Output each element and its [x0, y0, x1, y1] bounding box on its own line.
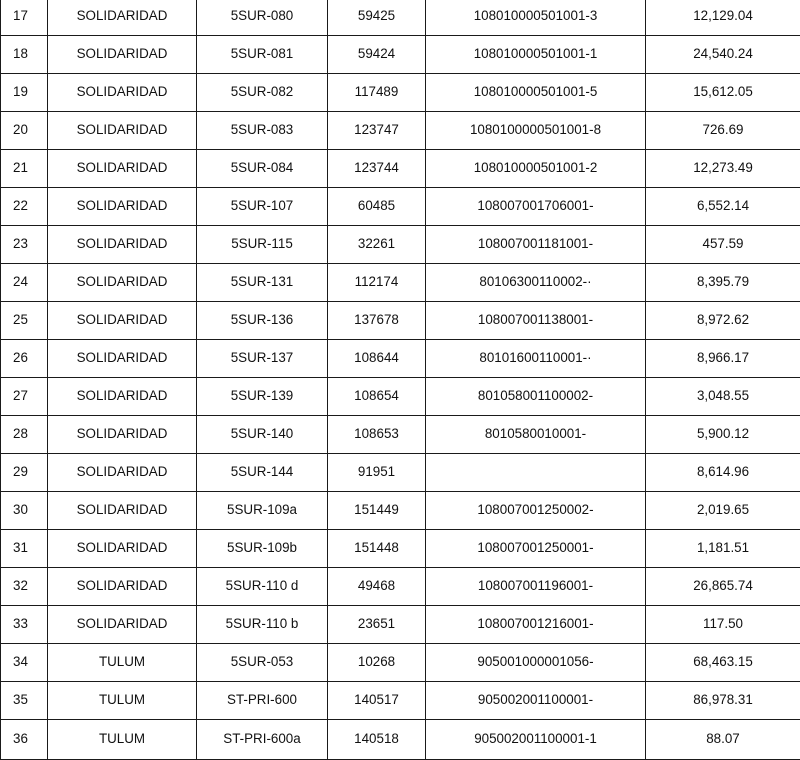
municipality-cell: SOLIDARIDAD — [48, 492, 197, 530]
municipality-cell: SOLIDARIDAD — [48, 568, 197, 606]
id-cell: 32261 — [328, 226, 426, 264]
code-cell: 5SUR-083 — [197, 112, 328, 150]
row-number: 23 — [1, 226, 48, 264]
cadastral-key-cell: 1080100000501001-8 — [426, 112, 646, 150]
row-number: 26 — [1, 340, 48, 378]
cadastral-key-cell: 108007001250001- — [426, 530, 646, 568]
municipality-cell: SOLIDARIDAD — [48, 0, 197, 36]
cadastral-key-cell: 801058001100002- — [426, 378, 646, 416]
row-number: 29 — [1, 454, 48, 492]
amount-cell: 86,978.31 — [646, 682, 800, 720]
table-row — [1, 340, 800, 378]
row-number: 36 — [1, 720, 48, 760]
cadastral-key-cell: 905002001100001-1 — [426, 720, 646, 760]
table-row — [1, 378, 800, 416]
amount-cell: 8,614.96 — [646, 454, 800, 492]
row-number: 19 — [1, 74, 48, 112]
table-row — [1, 720, 800, 760]
cadastral-key-cell: 8010580010001- — [426, 416, 646, 454]
table-row — [1, 492, 800, 530]
amount-cell: 457.59 — [646, 226, 800, 264]
row-number: 32 — [1, 568, 48, 606]
amount-cell: 26,865.74 — [646, 568, 800, 606]
id-cell: 117489 — [328, 74, 426, 112]
code-cell: 5SUR-080 — [197, 0, 328, 36]
cadastral-key-cell: 905001000001056- — [426, 644, 646, 682]
cadastral-key-cell: 108010000501001-1 — [426, 36, 646, 74]
cadastral-key-cell: 80106300110002-· — [426, 264, 646, 302]
table-row — [1, 302, 800, 340]
id-cell: 137678 — [328, 302, 426, 340]
table-row — [1, 530, 800, 568]
municipality-cell: TULUM — [48, 682, 197, 720]
table-row — [1, 606, 800, 644]
cadastral-key-cell: 108007001196001- — [426, 568, 646, 606]
code-cell: 5SUR-139 — [197, 378, 328, 416]
code-cell: 5SUR-110 b — [197, 606, 328, 644]
table-body — [1, 0, 800, 760]
id-cell: 10268 — [328, 644, 426, 682]
municipality-cell: SOLIDARIDAD — [48, 302, 197, 340]
id-cell: 123744 — [328, 150, 426, 188]
amount-cell: 8,395.79 — [646, 264, 800, 302]
id-cell: 60485 — [328, 188, 426, 226]
amount-cell: 5,900.12 — [646, 416, 800, 454]
id-cell: 151448 — [328, 530, 426, 568]
cadastral-key-cell: 108010000501001-5 — [426, 74, 646, 112]
code-cell: 5SUR-110 d — [197, 568, 328, 606]
amount-cell: 24,540.24 — [646, 36, 800, 74]
municipality-cell: SOLIDARIDAD — [48, 606, 197, 644]
amount-cell: 15,612.05 — [646, 74, 800, 112]
id-cell: 91951 — [328, 454, 426, 492]
row-number: 30 — [1, 492, 48, 530]
code-cell: 5SUR-081 — [197, 36, 328, 74]
table-row — [1, 568, 800, 606]
id-cell: 108644 — [328, 340, 426, 378]
row-number: 27 — [1, 378, 48, 416]
table-row — [1, 112, 800, 150]
code-cell: 5SUR-137 — [197, 340, 328, 378]
code-cell: 5SUR-109b — [197, 530, 328, 568]
cadastral-key-cell: 108010000501001-2 — [426, 150, 646, 188]
code-cell: 5SUR-107 — [197, 188, 328, 226]
table-row — [1, 0, 800, 36]
table-row — [1, 36, 800, 74]
code-cell: 5SUR-053 — [197, 644, 328, 682]
municipality-cell: TULUM — [48, 644, 197, 682]
municipality-cell: SOLIDARIDAD — [48, 454, 197, 492]
code-cell: 5SUR-140 — [197, 416, 328, 454]
id-cell: 140517 — [328, 682, 426, 720]
municipality-cell: SOLIDARIDAD — [48, 36, 197, 74]
municipality-cell: SOLIDARIDAD — [48, 226, 197, 264]
amount-cell: 726.69 — [646, 112, 800, 150]
code-cell: 5SUR-082 — [197, 74, 328, 112]
table-row — [1, 644, 800, 682]
id-cell: 123747 — [328, 112, 426, 150]
cadastral-key-cell: 108010000501001-3 — [426, 0, 646, 36]
amount-cell: 6,552.14 — [646, 188, 800, 226]
row-number: 17 — [1, 0, 48, 36]
code-cell: ST-PRI-600 — [197, 682, 328, 720]
municipality-cell: SOLIDARIDAD — [48, 112, 197, 150]
id-cell: 108653 — [328, 416, 426, 454]
row-number: 21 — [1, 150, 48, 188]
code-cell: 5SUR-136 — [197, 302, 328, 340]
cadastral-key-cell — [426, 454, 646, 492]
id-cell: 112174 — [328, 264, 426, 302]
cadastral-key-cell: 108007001250002- — [426, 492, 646, 530]
id-cell: 59424 — [328, 36, 426, 74]
amount-cell: 12,129.04 — [646, 0, 800, 36]
code-cell: 5SUR-131 — [197, 264, 328, 302]
amount-cell: 88.07 — [646, 720, 800, 760]
cadastral-key-cell: 108007001706001- — [426, 188, 646, 226]
row-number: 22 — [1, 188, 48, 226]
row-number: 20 — [1, 112, 48, 150]
table-row — [1, 150, 800, 188]
code-cell: 5SUR-109a — [197, 492, 328, 530]
row-number: 31 — [1, 530, 48, 568]
municipality-cell: SOLIDARIDAD — [48, 150, 197, 188]
amount-cell: 117.50 — [646, 606, 800, 644]
municipality-cell: SOLIDARIDAD — [48, 378, 197, 416]
row-number: 33 — [1, 606, 48, 644]
municipality-cell: TULUM — [48, 720, 197, 760]
id-cell: 151449 — [328, 492, 426, 530]
code-cell: 5SUR-144 — [197, 454, 328, 492]
amount-cell: 68,463.15 — [646, 644, 800, 682]
municipality-cell: SOLIDARIDAD — [48, 416, 197, 454]
municipality-cell: SOLIDARIDAD — [48, 530, 197, 568]
amount-cell: 12,273.49 — [646, 150, 800, 188]
municipality-cell: SOLIDARIDAD — [48, 188, 197, 226]
table-row — [1, 416, 800, 454]
row-number: 34 — [1, 644, 48, 682]
id-cell: 49468 — [328, 568, 426, 606]
municipality-cell: SOLIDARIDAD — [48, 340, 197, 378]
cadastral-key-cell: 108007001138001- — [426, 302, 646, 340]
amount-cell: 2,019.65 — [646, 492, 800, 530]
table-row — [1, 226, 800, 264]
code-cell: 5SUR-115 — [197, 226, 328, 264]
table-row — [1, 682, 800, 720]
code-cell: ST-PRI-600a — [197, 720, 328, 760]
id-cell: 23651 — [328, 606, 426, 644]
municipality-cell: SOLIDARIDAD — [48, 74, 197, 112]
table-row — [1, 188, 800, 226]
amount-cell: 3,048.55 — [646, 378, 800, 416]
row-number: 18 — [1, 36, 48, 74]
table-row — [1, 264, 800, 302]
amount-cell: 8,972.62 — [646, 302, 800, 340]
amount-cell: 8,966.17 — [646, 340, 800, 378]
cadastral-key-cell: 108007001216001- — [426, 606, 646, 644]
row-number: 25 — [1, 302, 48, 340]
code-cell: 5SUR-084 — [197, 150, 328, 188]
table-row — [1, 454, 800, 492]
cadastral-key-cell: 108007001181001- — [426, 226, 646, 264]
id-cell: 140518 — [328, 720, 426, 760]
row-number: 35 — [1, 682, 48, 720]
table-row — [1, 74, 800, 112]
cadastral-key-cell: 80101600110001-· — [426, 340, 646, 378]
id-cell: 108654 — [328, 378, 426, 416]
row-number: 28 — [1, 416, 48, 454]
cadastral-key-cell: 905002001100001- — [426, 682, 646, 720]
row-number: 24 — [1, 264, 48, 302]
id-cell: 59425 — [328, 0, 426, 36]
municipality-cell: SOLIDARIDAD — [48, 264, 197, 302]
amount-cell: 1,181.51 — [646, 530, 800, 568]
